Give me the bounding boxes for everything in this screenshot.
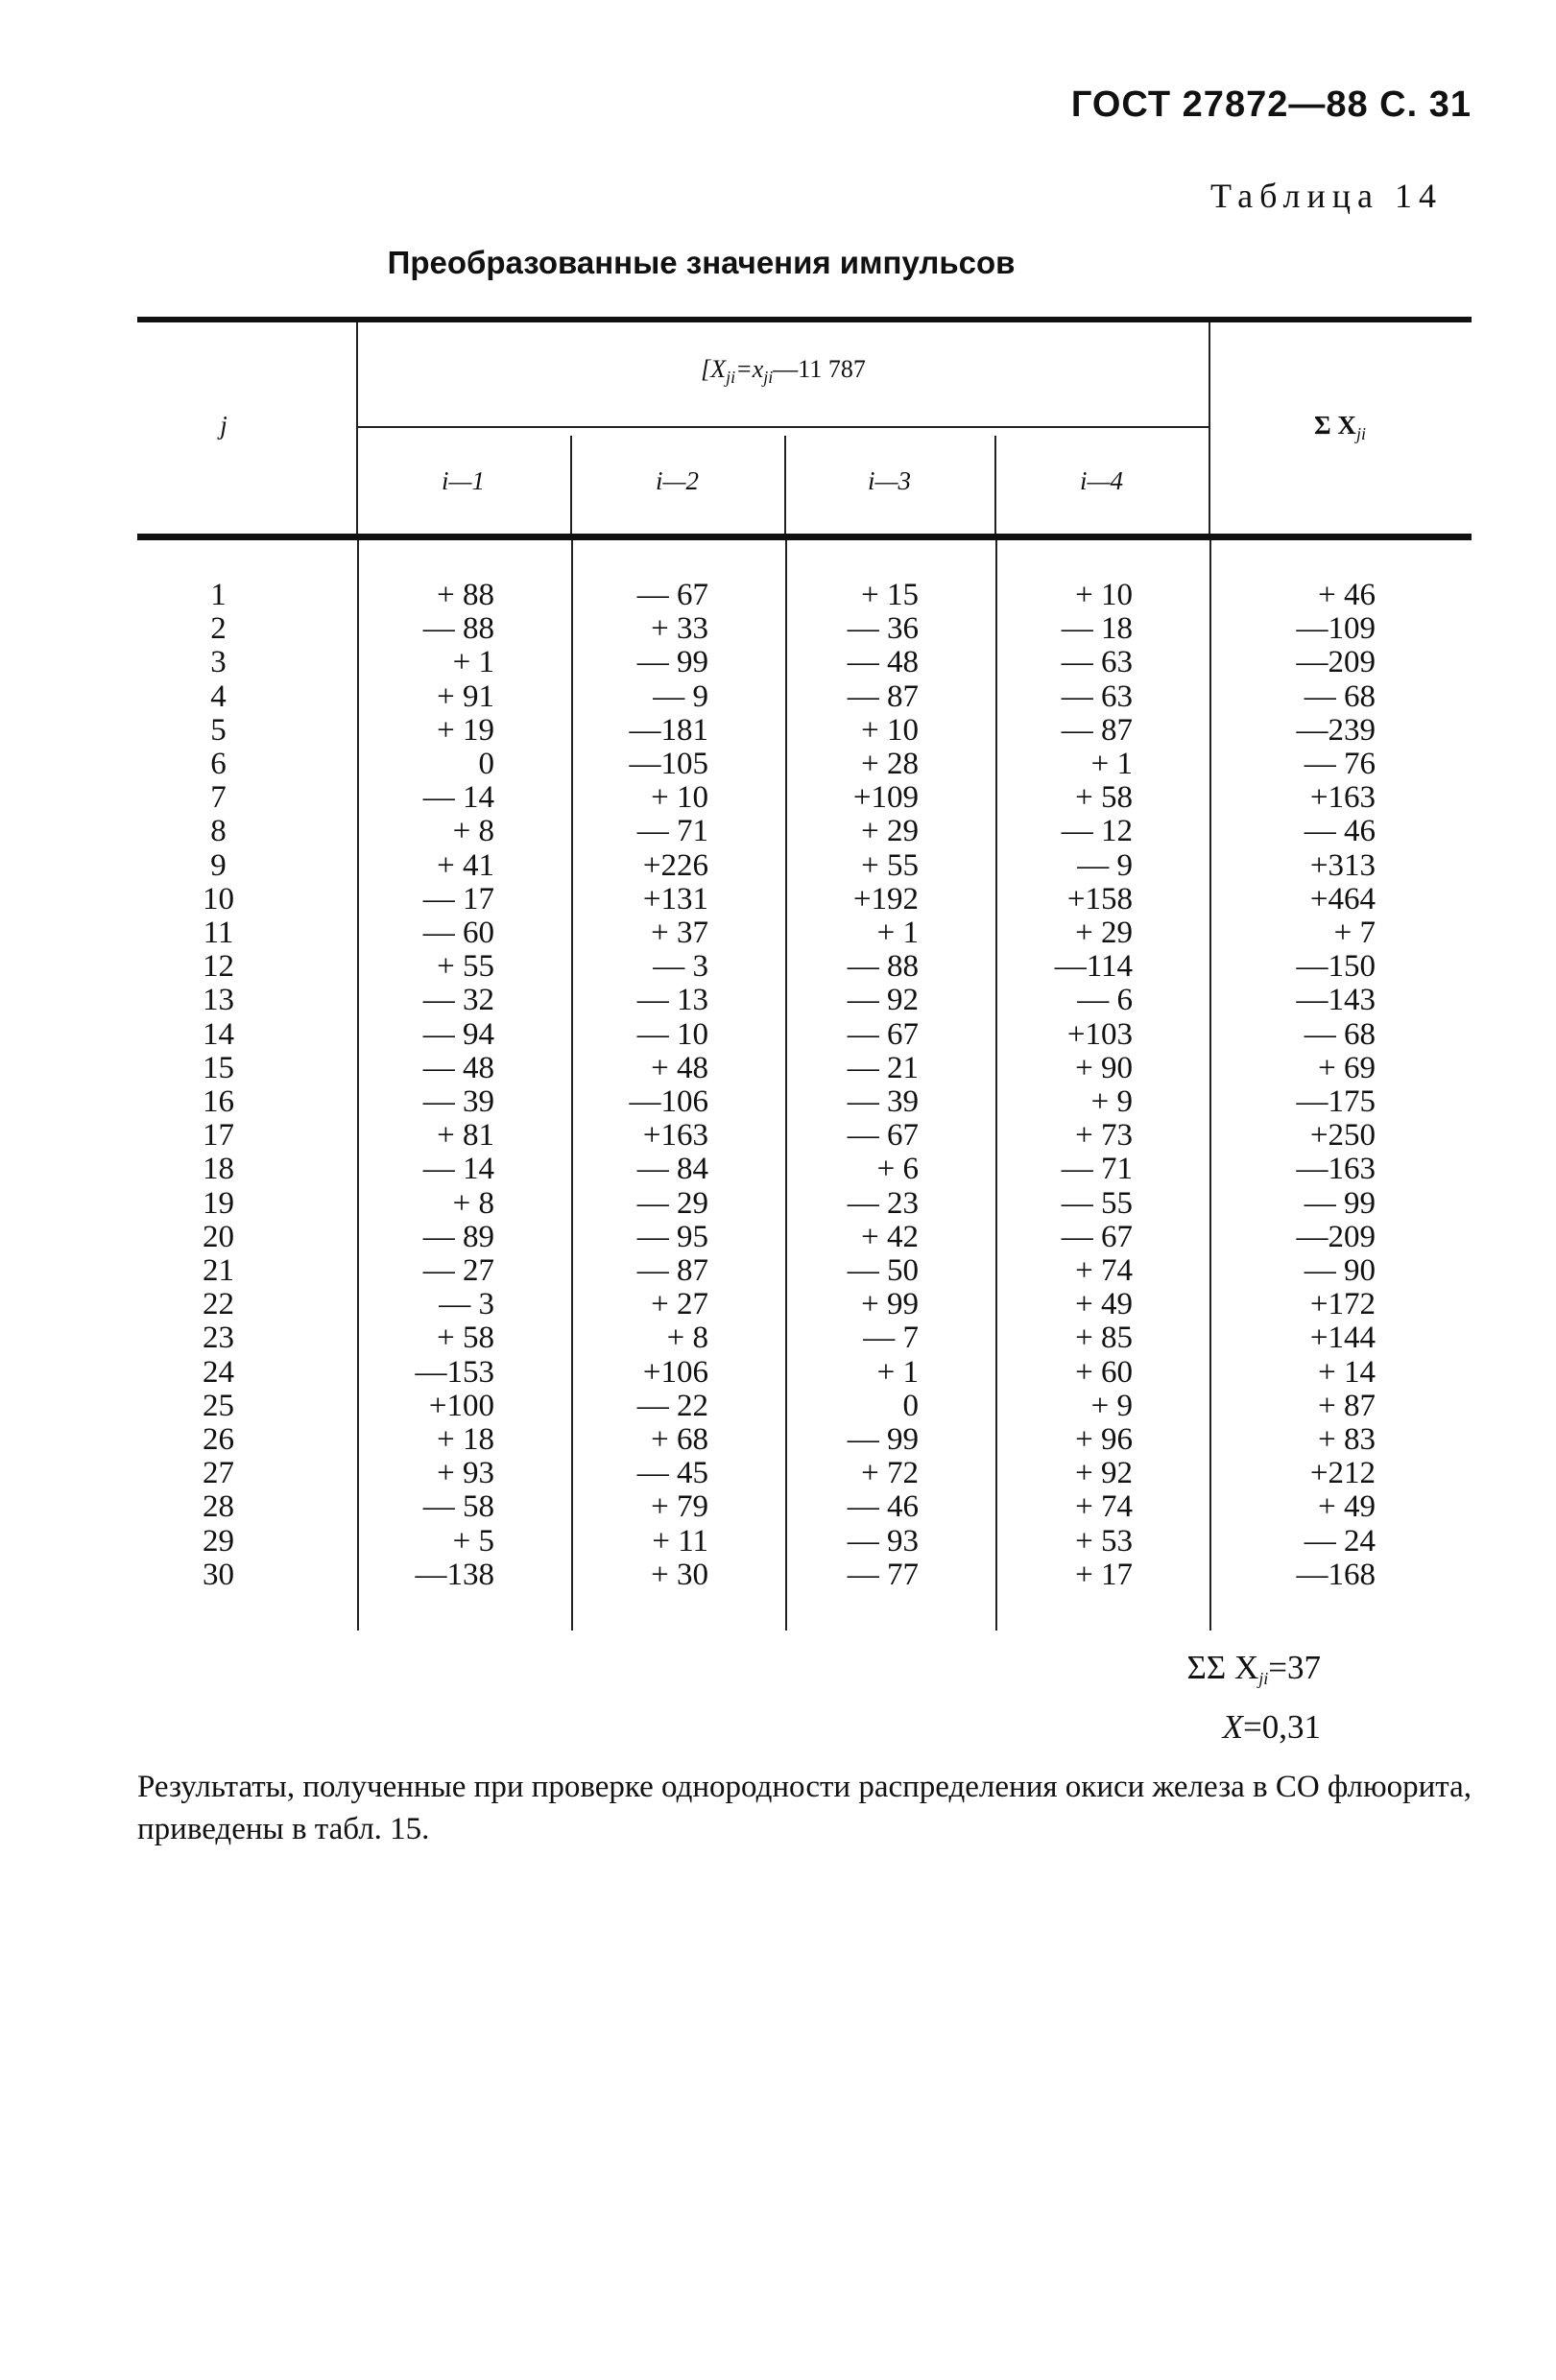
row-index-cell: 24 [203, 1354, 234, 1390]
value-cell: + 93 [358, 1457, 572, 1490]
value-cell: — 93 [786, 1525, 996, 1559]
row-index-cell: 23 [203, 1321, 234, 1356]
value-cell: —114 [996, 950, 1210, 984]
double-sum-total [1186, 1649, 1321, 1689]
value-cell: +158 [996, 883, 1210, 916]
spacer-row [137, 540, 1472, 579]
value-cell: + 27 [572, 1288, 786, 1321]
table-row [137, 815, 1472, 848]
sum-symbol: Σ X [1314, 411, 1356, 440]
value-cell: — 9 [996, 849, 1210, 883]
value-cell: + 55 [358, 950, 572, 984]
value-cell: — 58 [358, 1490, 572, 1524]
row-sum-cell: — 68 [1210, 680, 1472, 714]
value-cell: + 48 [572, 1052, 786, 1085]
value-cell: — 99 [786, 1423, 996, 1457]
row-index-cell: 3 [210, 645, 227, 680]
row-sum-cell: + 69 [1210, 1052, 1472, 1085]
table-row [137, 950, 1472, 984]
value-cell: — 39 [358, 1085, 572, 1119]
value-cell: — 14 [358, 781, 572, 815]
spacer-row [137, 1592, 1472, 1630]
row-sum-cell: — 90 [1210, 1254, 1472, 1288]
row-index-cell: 6 [210, 747, 227, 782]
value-cell: — 63 [996, 680, 1210, 714]
row-index-cell: 25 [203, 1388, 234, 1423]
value-cell: + 8 [572, 1321, 786, 1355]
header-divider [356, 322, 358, 534]
value-cell: +100 [358, 1390, 572, 1423]
table-row [137, 1321, 1472, 1355]
value-cell: + 41 [358, 849, 572, 883]
value-cell: +109 [786, 781, 996, 815]
value-cell: +226 [572, 849, 786, 883]
value-cell: — 45 [572, 1457, 786, 1490]
spacer-cell [786, 1592, 996, 1630]
row-index-cell: 13 [203, 983, 234, 1018]
table-number: Таблица 14 [1210, 177, 1443, 215]
value-cell: — 39 [786, 1085, 996, 1119]
row-sum-cell: —239 [1210, 714, 1472, 748]
table-row [137, 916, 1472, 950]
value-cell: — 36 [786, 612, 996, 646]
value-cell: + 72 [786, 1457, 996, 1490]
value-cell: — 18 [996, 612, 1210, 646]
row-index-cell: 27 [203, 1456, 234, 1491]
value-cell: — 17 [358, 883, 572, 916]
value-cell: + 79 [572, 1490, 786, 1524]
value-cell: — 48 [786, 646, 996, 679]
row-sum-cell: —209 [1210, 1221, 1472, 1254]
spacer-cell [137, 1592, 358, 1630]
row-sum-cell: — 99 [1210, 1187, 1472, 1221]
value-cell: + 60 [996, 1356, 1210, 1390]
row-index-cell: 2 [210, 611, 227, 647]
value-cell: — 55 [996, 1187, 1210, 1221]
value-cell: +131 [572, 883, 786, 916]
value-cell: 0 [358, 748, 572, 781]
value-cell: —181 [572, 714, 786, 748]
page-header: ГОСТ 27872—88 С. 31 [1070, 84, 1472, 125]
row-index-cell: 18 [203, 1152, 234, 1187]
table-row [137, 748, 1472, 781]
row-sum-cell: + 49 [1210, 1490, 1472, 1524]
value-cell: — 13 [572, 984, 786, 1017]
value-cell: — 22 [572, 1390, 786, 1423]
row-index-cell: 8 [210, 814, 227, 849]
row-sum-cell: +313 [1210, 849, 1472, 883]
value-cell: + 74 [996, 1490, 1210, 1524]
row-sum-cell: + 87 [1210, 1390, 1472, 1423]
formula-sub2: ji [763, 368, 774, 387]
row-index-cell: 26 [203, 1422, 234, 1458]
value-cell: — 7 [786, 1321, 996, 1355]
table-header [137, 322, 1472, 534]
row-sum-cell: + 14 [1210, 1356, 1472, 1390]
double-sum-label: ΣΣ X [1186, 1649, 1259, 1686]
table-row [137, 1525, 1472, 1559]
table-row [137, 1018, 1472, 1052]
value-cell: + 1 [358, 646, 572, 679]
value-cell: + 15 [786, 579, 996, 612]
table-row [137, 883, 1472, 916]
row-index-cell: 12 [203, 949, 234, 985]
value-cell: + 85 [996, 1321, 1210, 1355]
mean-value: =0,31 [1243, 1708, 1321, 1746]
row-sum-cell: +163 [1210, 781, 1472, 815]
value-cell: — 67 [786, 1018, 996, 1052]
header-divider [356, 426, 1210, 428]
value-cell: + 37 [572, 916, 786, 950]
value-cell: + 99 [786, 1288, 996, 1321]
value-cell: — 88 [786, 950, 996, 984]
spacer-cell [1210, 540, 1472, 579]
formula-x: X [710, 355, 727, 383]
value-cell: + 6 [786, 1153, 996, 1186]
table-row [137, 1254, 1472, 1288]
data-table [137, 317, 1472, 1630]
row-index-cell: 10 [203, 881, 234, 916]
spacer-cell [572, 540, 786, 579]
row-sum-cell: —150 [1210, 950, 1472, 984]
value-cell: + 10 [572, 781, 786, 815]
row-sum-cell: + 83 [1210, 1423, 1472, 1457]
table-row [137, 1559, 1472, 1592]
row-sum-cell: +172 [1210, 1288, 1472, 1321]
value-cell: +103 [996, 1018, 1210, 1052]
row-index-cell: 29 [203, 1523, 234, 1559]
value-cell: +163 [572, 1119, 786, 1153]
row-sum-cell: —143 [1210, 984, 1472, 1017]
row-index-cell: 5 [210, 712, 227, 748]
value-cell: — 9 [572, 680, 786, 714]
double-sum-value: =37 [1268, 1649, 1321, 1686]
table-row [137, 1490, 1472, 1524]
value-cell: — 71 [996, 1153, 1210, 1186]
value-cell: + 1 [786, 916, 996, 950]
value-cell: — 6 [996, 984, 1210, 1017]
table-row [137, 714, 1472, 748]
value-cell: + 9 [996, 1085, 1210, 1119]
value-cell: — 50 [786, 1254, 996, 1288]
row-sum-cell: — 68 [1210, 1018, 1472, 1052]
value-cell: + 53 [996, 1525, 1210, 1559]
row-sum-cell: — 76 [1210, 748, 1472, 781]
column-header-sum [1209, 411, 1472, 444]
value-cell: — 84 [572, 1153, 786, 1186]
column-header-j: j [220, 411, 227, 440]
row-index-cell: 30 [203, 1557, 234, 1592]
value-cell: + 55 [786, 849, 996, 883]
table-row [137, 612, 1472, 646]
row-sum-cell: — 24 [1210, 1525, 1472, 1559]
spacer-cell [996, 1592, 1210, 1630]
formula-sub: ji [726, 368, 736, 387]
row-index-cell: 11 [203, 916, 234, 951]
column-header-i3: i—3 [867, 466, 911, 495]
row-sum-cell: +144 [1210, 1321, 1472, 1355]
value-cell: — 21 [786, 1052, 996, 1085]
value-cell: + 11 [572, 1525, 786, 1559]
row-index-cell: 7 [210, 780, 227, 816]
value-cell: — 3 [358, 1288, 572, 1321]
formula-eq: =x [735, 355, 764, 383]
row-sum-cell: —163 [1210, 1153, 1472, 1186]
table-title: Преобразованные значения импульсов [387, 245, 1016, 280]
value-cell: + 91 [358, 680, 572, 714]
row-sum-cell: +464 [1210, 883, 1472, 916]
row-index-cell: 19 [203, 1185, 234, 1221]
value-cell: + 92 [996, 1457, 1210, 1490]
table-row [137, 1187, 1472, 1221]
value-cell: — 71 [572, 815, 786, 848]
table-body [137, 540, 1472, 1630]
column-header-i4: i—4 [1079, 466, 1123, 495]
value-cell: — 87 [786, 680, 996, 714]
value-cell: + 96 [996, 1423, 1210, 1457]
value-cell: — 27 [358, 1254, 572, 1288]
value-cell: — 23 [786, 1187, 996, 1221]
value-cell: + 8 [358, 815, 572, 848]
mean-label: X [1222, 1708, 1243, 1746]
row-index-cell: 4 [210, 678, 227, 714]
value-cell: — 88 [358, 612, 572, 646]
value-cell: + 1 [786, 1356, 996, 1390]
value-cell: + 8 [358, 1187, 572, 1221]
row-sum-cell: +212 [1210, 1457, 1472, 1490]
value-cell: + 33 [572, 612, 786, 646]
row-sum-cell: + 46 [1210, 579, 1472, 612]
table-row [137, 984, 1472, 1017]
value-cell: —153 [358, 1356, 572, 1390]
value-cell: — 10 [572, 1018, 786, 1052]
value-cell: + 9 [996, 1390, 1210, 1423]
table-row [137, 1390, 1472, 1423]
group-header-formula [356, 355, 1210, 388]
value-cell: + 17 [996, 1559, 1210, 1592]
row-index-cell: 16 [203, 1084, 234, 1120]
spacer-cell [996, 540, 1210, 579]
value-cell: — 63 [996, 646, 1210, 679]
value-cell: — 67 [572, 579, 786, 612]
value-cell: + 10 [996, 579, 1210, 612]
table-row [137, 849, 1472, 883]
value-cell: + 42 [786, 1221, 996, 1254]
table-row [137, 1288, 1472, 1321]
table-row [137, 1085, 1472, 1119]
row-index-cell: 1 [210, 578, 227, 612]
table-row [137, 646, 1472, 679]
spacer-cell [358, 1592, 572, 1630]
value-cell: + 49 [996, 1288, 1210, 1321]
row-index-cell: 14 [203, 1016, 234, 1052]
table-row [137, 1119, 1472, 1153]
row-sum-cell: —168 [1210, 1559, 1472, 1592]
row-sum-cell: —209 [1210, 646, 1472, 679]
value-cell: + 19 [358, 714, 572, 748]
value-cell: — 67 [996, 1221, 1210, 1254]
table-row [137, 579, 1472, 612]
value-cell: — 87 [996, 714, 1210, 748]
value-cell: —105 [572, 748, 786, 781]
spacer-cell [358, 540, 572, 579]
value-cell: —138 [358, 1559, 572, 1592]
value-cell: — 12 [996, 815, 1210, 848]
value-cell: — 77 [786, 1559, 996, 1592]
value-cell: + 10 [786, 714, 996, 748]
double-sum-sub: ji [1258, 1669, 1269, 1688]
spacer-cell [1210, 1592, 1472, 1630]
value-cell: + 58 [996, 781, 1210, 815]
value-cell: + 30 [572, 1559, 786, 1592]
row-sum-cell: + 7 [1210, 916, 1472, 950]
value-cell: + 29 [996, 916, 1210, 950]
row-sum-cell: —109 [1210, 612, 1472, 646]
value-cell: — 3 [572, 950, 786, 984]
table-row [137, 1052, 1472, 1085]
row-index-cell: 28 [203, 1489, 234, 1525]
table-header-rule [137, 534, 1472, 540]
mean-total [1223, 1708, 1321, 1747]
body-paragraph: Результаты, полученные при проверке однородности распределения окиси железа в СО флюорита, приведены в табл. 15. [137, 1770, 1472, 1846]
spacer-cell [137, 540, 358, 579]
value-cell: +192 [786, 883, 996, 916]
value-cell: +106 [572, 1356, 786, 1390]
value-cell: — 99 [572, 646, 786, 679]
row-index-cell: 15 [203, 1050, 234, 1085]
value-cell: + 73 [996, 1119, 1210, 1153]
row-index-cell: 9 [210, 847, 227, 883]
table-row [137, 1356, 1472, 1390]
value-cell: — 67 [786, 1119, 996, 1153]
value-cell: 0 [786, 1390, 996, 1423]
row-index-cell: 21 [203, 1253, 234, 1289]
spacer-cell [786, 540, 996, 579]
value-cell: + 28 [786, 748, 996, 781]
value-cell: + 18 [358, 1423, 572, 1457]
value-cell: — 94 [358, 1018, 572, 1052]
value-cell: — 87 [572, 1254, 786, 1288]
table-row [137, 781, 1472, 815]
table-row [137, 1221, 1472, 1254]
value-cell: — 48 [358, 1052, 572, 1085]
value-cell: — 95 [572, 1221, 786, 1254]
value-cell: + 5 [358, 1525, 572, 1559]
value-cell: + 68 [572, 1423, 786, 1457]
value-cell: + 58 [358, 1321, 572, 1355]
row-index-cell: 20 [203, 1219, 234, 1254]
sum-sub: ji [1355, 424, 1366, 443]
value-cell: —106 [572, 1085, 786, 1119]
column-header-i2: i—2 [655, 466, 699, 495]
table-row [137, 680, 1472, 714]
value-cell: — 32 [358, 984, 572, 1017]
value-cell: — 14 [358, 1153, 572, 1186]
row-sum-cell: +250 [1210, 1119, 1472, 1153]
value-cell: + 74 [996, 1254, 1210, 1288]
value-cell: + 88 [358, 579, 572, 612]
table-row [137, 1423, 1472, 1457]
value-cell: — 46 [786, 1490, 996, 1524]
row-sum-cell: —175 [1210, 1085, 1472, 1119]
table-row [137, 1457, 1472, 1490]
value-cell: + 29 [786, 815, 996, 848]
spacer-cell [572, 1592, 786, 1630]
row-index-cell: 17 [203, 1118, 234, 1154]
column-header-i1: i—1 [441, 466, 485, 495]
value-cell: + 90 [996, 1052, 1210, 1085]
formula-open-bracket: [ [701, 355, 711, 383]
value-cell: — 92 [786, 984, 996, 1017]
value-cell: — 29 [572, 1187, 786, 1221]
formula-tail: —11 787 [773, 355, 866, 383]
row-sum-cell: — 46 [1210, 815, 1472, 848]
value-cell: + 81 [358, 1119, 572, 1153]
value-cell: + 1 [996, 748, 1210, 781]
value-cell: — 60 [358, 916, 572, 950]
row-index-cell: 22 [203, 1287, 234, 1322]
value-cell: — 89 [358, 1221, 572, 1254]
table-row [137, 1153, 1472, 1186]
